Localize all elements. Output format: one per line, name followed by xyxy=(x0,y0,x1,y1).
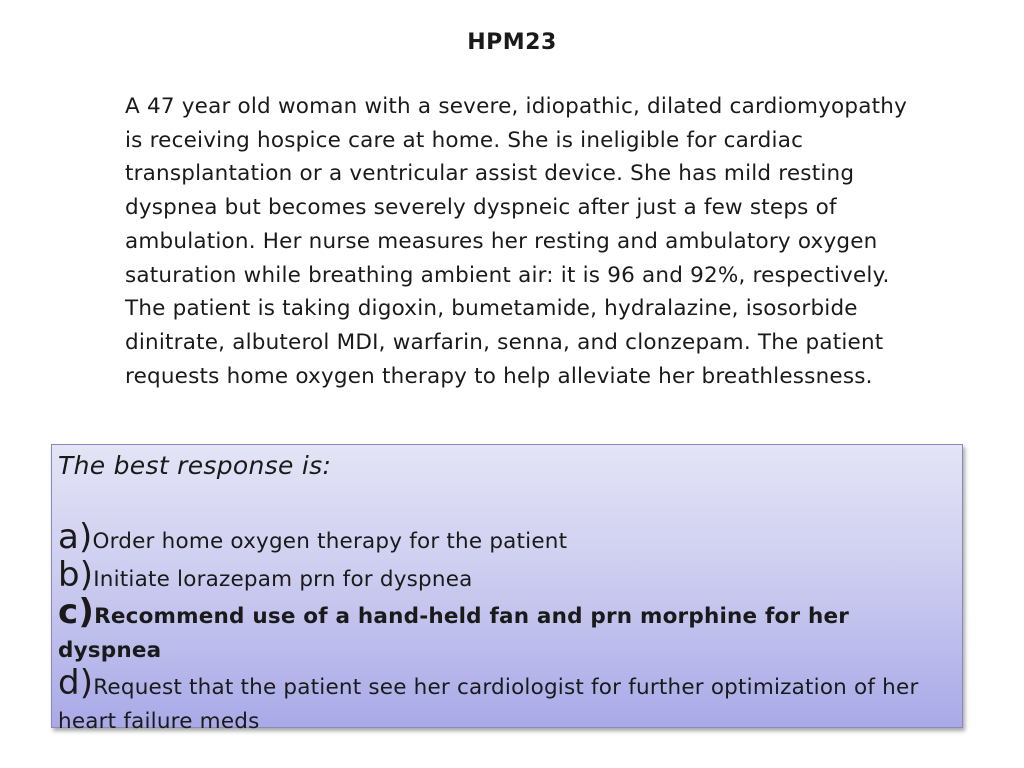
slide-title: HPM23 xyxy=(467,30,557,55)
option-c-correct xyxy=(58,592,958,667)
option-d xyxy=(58,663,958,738)
answer-box xyxy=(51,444,963,734)
answer-options xyxy=(58,517,958,738)
option-letter: a) xyxy=(58,517,93,557)
option-letter: b) xyxy=(58,554,94,595)
case-description: A 47 year old woman with a severe, idiopathic, dilated cardiomyopathy is receiving hospice care at home. She is ineligible for cardiac transplantation or a ventricular assist device. She has mild resting dyspnea but becomes severely dyspneic after just a few steps of ambulation. Her nurse measures her resting and ambulatory oxygen saturation while breathing ambient air: it is 96 and 92%, respectively. The patient is taking digoxin, bumetamide, hydralazine, isosorbide dinitrate, albuterol MDI, warfarin, senna, and clonzepam. The patient requests home oxygen therapy to help alleviate her breathlessness. xyxy=(125,94,908,389)
option-a xyxy=(58,517,958,559)
option-text: Request that the patient see her cardiologist for further optimization of her heart failure meds xyxy=(58,675,919,734)
option-b xyxy=(58,554,958,597)
option-text: Recommend use of a hand-held fan and prn morphine for her dyspnea xyxy=(58,604,850,663)
question-prompt: The best response is: xyxy=(58,451,332,480)
option-text: Initiate lorazepam prn for dyspnea xyxy=(93,566,473,592)
option-letter: d) xyxy=(58,663,94,703)
option-text: Order home oxygen therapy for the patient xyxy=(92,529,568,554)
option-letter: c) xyxy=(58,592,95,632)
